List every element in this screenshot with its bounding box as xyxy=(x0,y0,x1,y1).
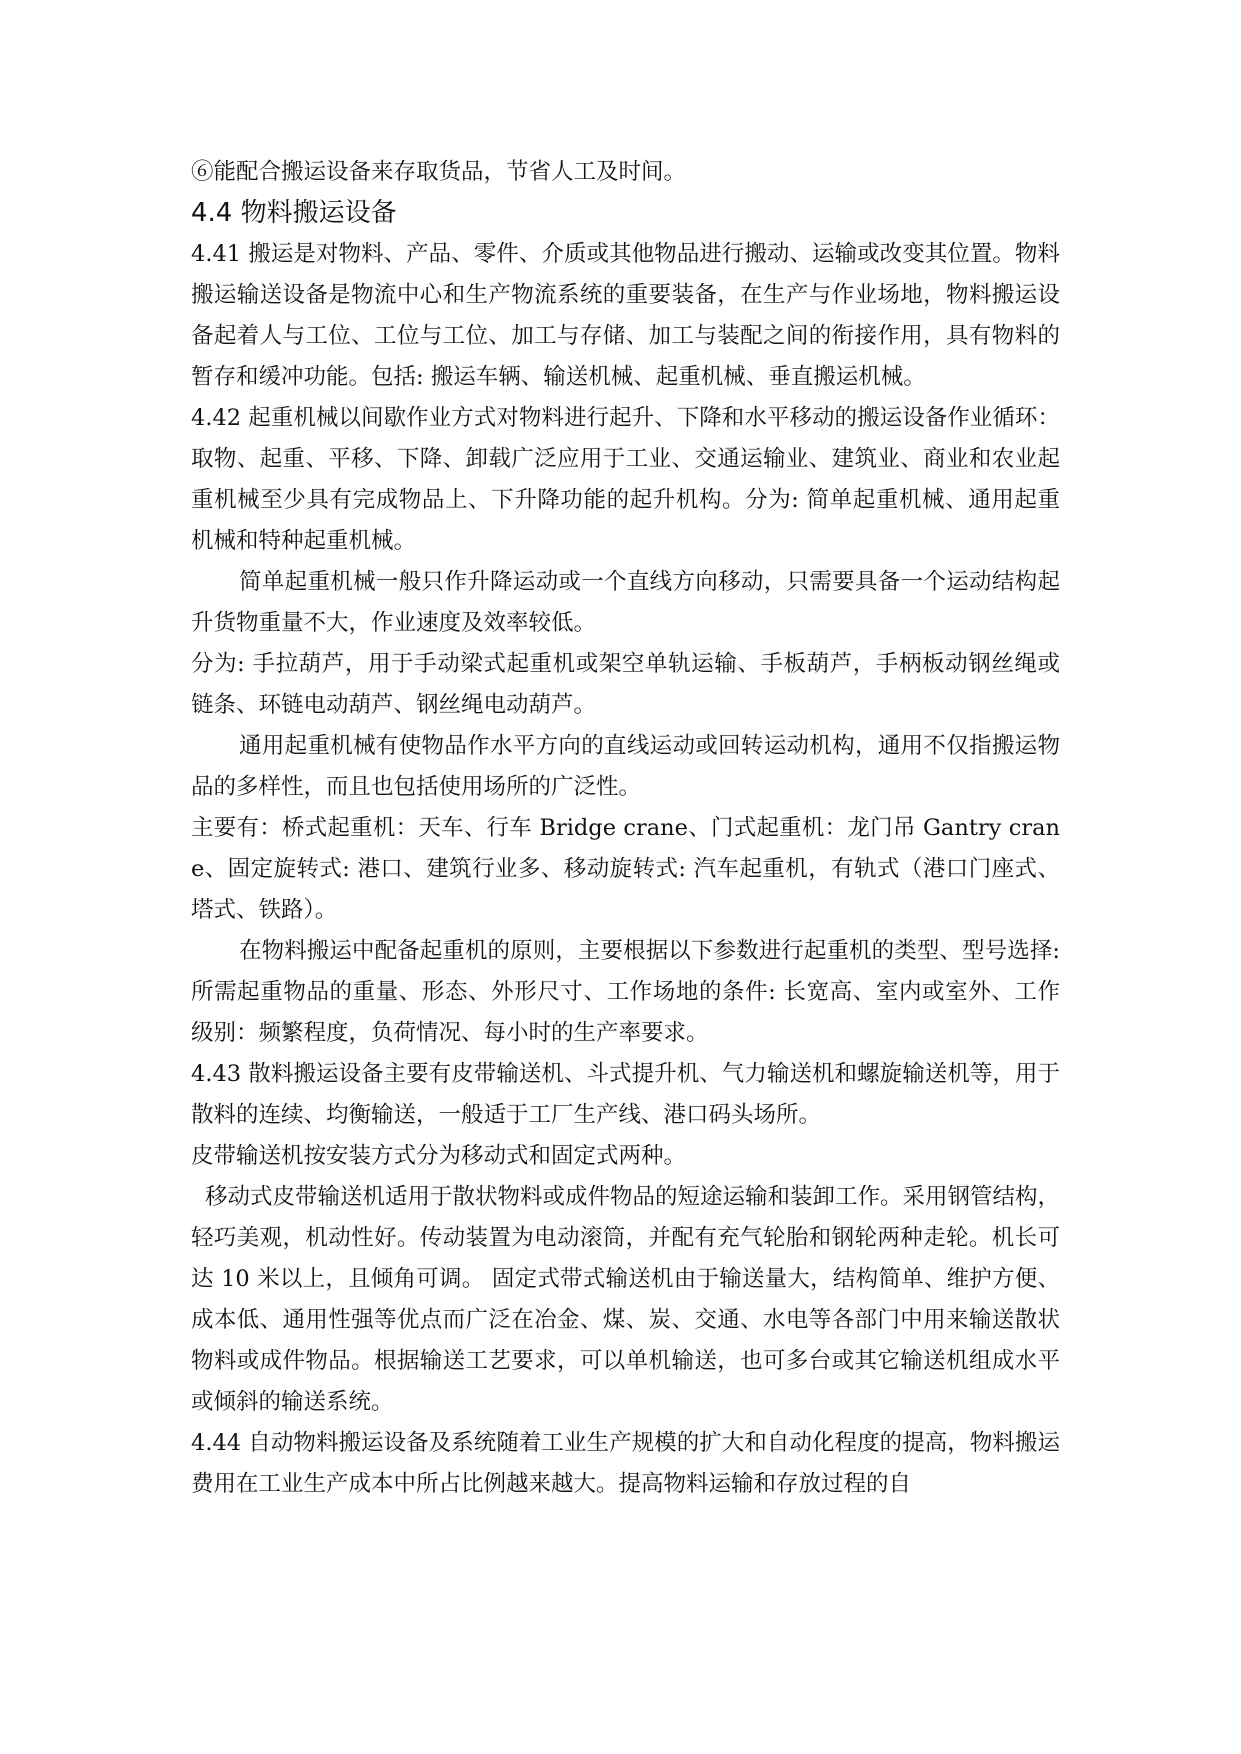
paragraph-general-crane: 通用起重机械有使物品作水平方向的直线运动或回转运动机构，通用不仅指搬运物品的多样性，而且也包括使用场所的广泛性。 xyxy=(191,733,1060,800)
paragraph-4-42: 4.42 起重机械以间歇作业方式对物料进行起升、下降和水平移动的搬运设备作业循环：取物、起重、平移、下降、卸载广泛应用于工业、交通运输业、建筑业、商业和农业起重机械至少具有完成物品上、下升降功能的起升机构。分为: 简单起重机械、通用起重机械和特种起重机械。 xyxy=(191,405,1060,554)
paragraph-4-43: 4.43 散料搬运设备主要有皮带输送机、斗式提升机、气力输送机和螺旋输送机等，用于散料的连续、均衡输送，一般适于工厂生产线、港口码头场所。 xyxy=(191,1061,1060,1128)
paragraph-crane-selection: 在物料搬运中配备起重机的原则，主要根据以下参数进行起重机的类型、型号选择: 所需起重物品的重量、形态、外形尺寸、工作场地的条件: 长宽高、室内或室外、工作级别：频繁程度，负荷情况、每小时的生产率要求。 xyxy=(191,938,1060,1046)
section-heading-4-4: 4.4 物料搬运设备 xyxy=(191,198,397,228)
paragraph-belt-conveyor-detail: 移动式皮带输送机适用于散状物料或成件物品的短途运输和装卸工作。采用钢管结构，轻巧美观，机动性好。传动装置为电动滚筒，并配有充气轮胎和钢轮两种走轮。机长可达 10 米以上，且倾角可调。 固定式带式输送机由于输送量大，结构简单、维护方便、成本低、通用性强等优点而广泛在冶金、煤、炭、交通、水电等各部门中用来输送散状物料或成件物品。根据输送工艺要求，可以单机输送，也可多台或其它输送机组成水平或倾斜的输送系统。 xyxy=(191,1184,1061,1415)
document-page xyxy=(191,152,1060,1505)
paragraph-item-6: ⑥能配合搬运设备来存取货品，节省人工及时间。 xyxy=(191,159,687,185)
paragraph-general-crane-types: 主要有：桥式起重机：天车、行车 Bridge crane、门式起重机：龙门吊 Gantry crane、固定旋转式: 港口、建筑行业多、移动旋转式: 汽车起重机，有轨式（港口门座式、塔式、铁路）。 xyxy=(191,815,1060,923)
paragraph-simple-crane: 简单起重机械一般只作升降运动或一个直线方向移动，只需要具备一个运动结构起升货物重量不大，作业速度及效率较低。 xyxy=(191,569,1060,636)
paragraph-simple-crane-types: 分为: 手拉葫芦，用于手动梁式起重机或架空单轨运输、手板葫芦，手柄板动钢丝绳或链条、环链电动葫芦、钢丝绳电动葫芦。 xyxy=(191,651,1060,718)
paragraph-belt-conveyor-types: 皮带输送机按安装方式分为移动式和固定式两种。 xyxy=(191,1143,687,1169)
paragraph-4-44: 4.44 自动物料搬运设备及系统随着工业生产规模的扩大和自动化程度的提高，物料搬运费用在工业生产成本中所占比例越来越大。提高物料运输和存放过程的自 xyxy=(191,1430,1060,1497)
paragraph-4-41: 4.41 搬运是对物料、产品、零件、介质或其他物品进行搬动、运输或改变其位置。物料搬运输送设备是物流中心和生产物流系统的重要装备，在生产与作业场地，物料搬运设备起着人与工位、工位与工位、加工与存储、加工与装配之间的衔接作用，具有物料的暂存和缓冲功能。包括: 搬运车辆、输送机械、起重机械、垂直搬运机械。 xyxy=(191,241,1060,390)
